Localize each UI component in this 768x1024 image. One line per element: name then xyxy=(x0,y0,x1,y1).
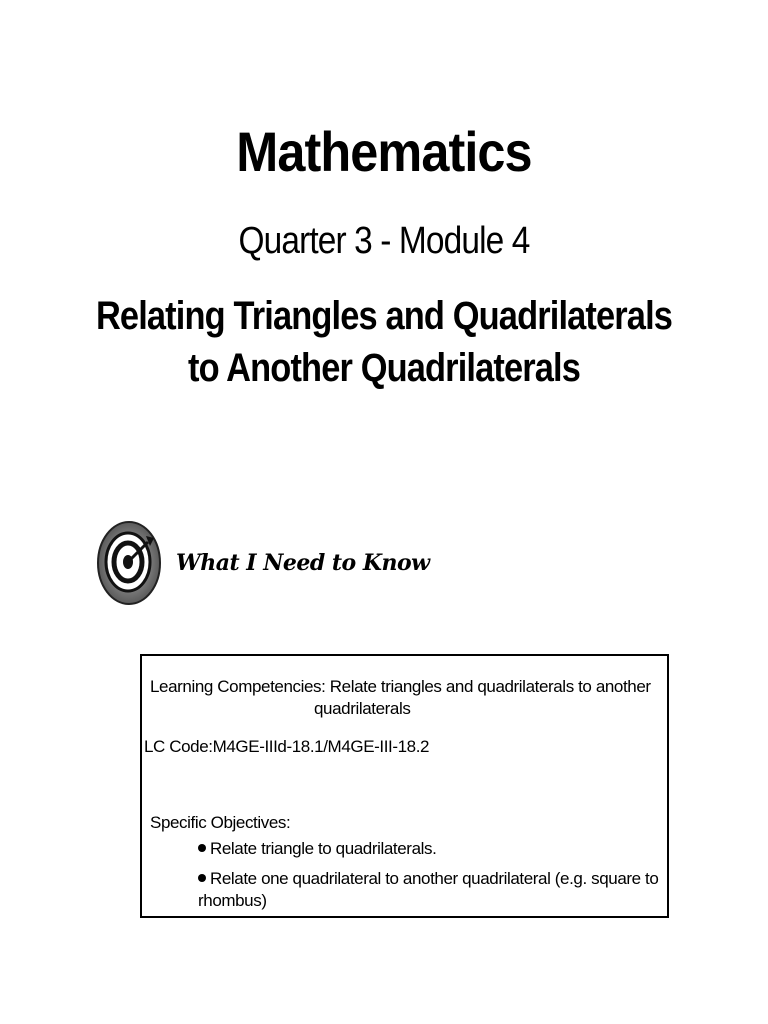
competency-text-continued: quadrilaterals xyxy=(314,699,411,718)
objective-item xyxy=(198,868,658,890)
objective-text: Relate triangle to quadrilaterals. xyxy=(210,839,437,858)
lc-code: LC Code:M4GE-IIId-18.1/M4GE-III-18.2 xyxy=(144,737,430,756)
learning-competencies-box xyxy=(140,654,669,918)
objective-item xyxy=(198,838,436,860)
objective-text: Relate one quadrilateral to another quadrilateral (e.g. square to xyxy=(210,869,659,888)
section-label: What I Need to Know xyxy=(176,550,430,576)
bullet-icon xyxy=(198,874,206,882)
section-header xyxy=(96,520,430,606)
page-title: Mathematics xyxy=(236,120,532,183)
bullet-icon xyxy=(198,844,206,852)
competency-text: Learning Competencies: Relate triangles and quadrilaterals to another xyxy=(150,677,651,696)
module-title-line-1: Relating Triangles and Quadrilaterals xyxy=(95,294,673,338)
module-title xyxy=(54,290,714,394)
module-subtitle: Quarter 3 - Module 4 xyxy=(238,220,530,262)
objectives-heading: Specific Objectives: xyxy=(150,813,291,832)
objective-text-continued: rhombus) xyxy=(198,891,267,910)
target-icon xyxy=(96,520,162,606)
module-title-line-2: to Another Quadrilaterals xyxy=(187,346,580,390)
